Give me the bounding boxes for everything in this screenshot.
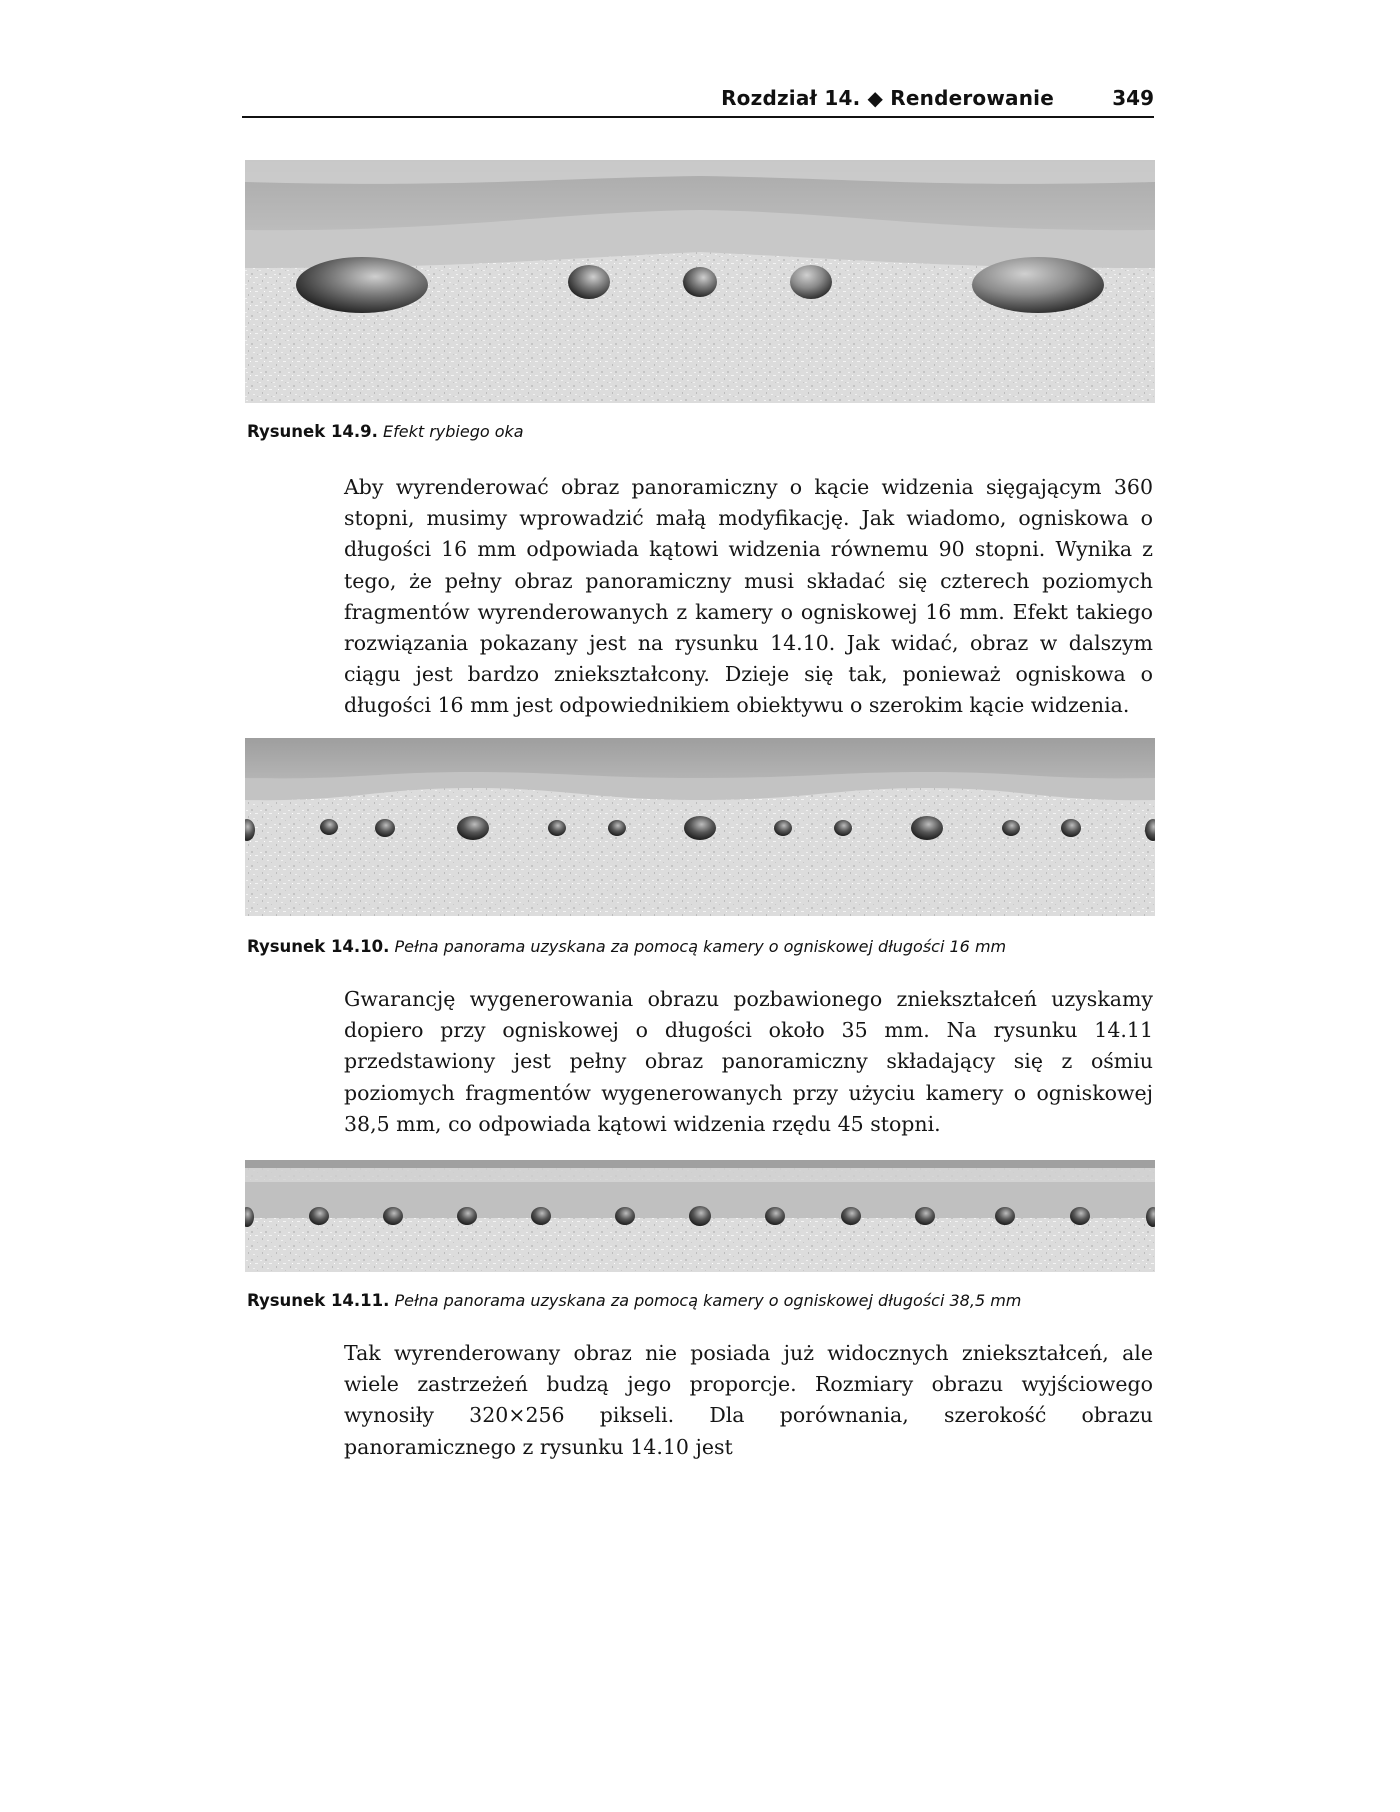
body-paragraph: Tak wyrenderowany obraz nie posiada już widocznych zniekształceń, ale wiele zastrzeżeń budzą jego proporcje. Rozmiary obrazu wyjściowego wynosiły 320×256 pikseli. Dla porównania, szerokość obrazu panoramicznego z rysunku 14.10 jest xyxy=(344,1341,1153,1459)
body-paragraph: Gwarancję wygenerowania obrazu pozbawionego zniekształceń uzyskamy dopiero przy ogniskowej o długości około 35 mm. Na rysunku 14.11 przedstawiony jest pełny obraz panoramiczny składający się z ośmiu poziomych fragmentów wygenerowanych przy użyciu kamery o ogniskowej 38,5 mm, co odpowiada kątowi widzenia rzędu 45 stopni. xyxy=(344,987,1153,1136)
body-paragraph: Aby wyrenderować obraz panoramiczny o kącie widzenia sięgającym 360 stopni, musimy wprowadzić małą modyfikację. Jak wiadomo, ogniskowa o długości 16 mm odpowiada kątowi widzenia równemu 90 stopni. Wynika z tego, że pełny obraz panoramiczny musi składać się czterech poziomych fragmentów wyrenderowanych z kamery o ogniskowej 16 mm. Efekt takiego rozwiązania pokazany jest na rysunku 14.10. Jak widać, obraz w dalszym ciągu jest bardzo zniekształcony. Dzieje się tak, ponieważ ogniskowa o długości 16 mm jest odpowiednikiem obiektywu o szerokim kącie widzenia. xyxy=(344,475,1153,718)
chapter-title: Rozdział 14. ◆ Renderowanie xyxy=(721,86,1054,110)
figure-caption-text: Efekt rybiego oka xyxy=(383,422,524,441)
sphere-mark xyxy=(790,265,832,299)
figure-fisheye-image xyxy=(245,160,1155,403)
sphere-mark xyxy=(683,267,717,297)
page-number: 349 xyxy=(1112,86,1154,110)
figure-caption xyxy=(247,422,524,441)
sphere-mark xyxy=(972,257,1104,313)
figure-panorama-38mm xyxy=(245,1160,1155,1272)
panorama-38mm-render xyxy=(245,1160,1155,1272)
sphere-mark xyxy=(296,257,428,313)
figure-caption xyxy=(247,1291,1021,1310)
figure-label: Rysunek 14.10. xyxy=(247,937,390,956)
fisheye-render xyxy=(245,160,1155,403)
figure-caption-text: Pełna panorama uzyskana za pomocą kamery o ogniskowej długości 16 mm xyxy=(394,937,1007,956)
panorama-16mm-render xyxy=(245,738,1155,916)
figure-label: Rysunek 14.11. xyxy=(247,1291,390,1310)
figure-caption-text: Pełna panorama uzyskana za pomocą kamery o ogniskowej długości 38,5 mm xyxy=(394,1291,1022,1310)
running-header xyxy=(242,86,1154,118)
figure-label: Rysunek 14.9. xyxy=(247,422,378,441)
figure-caption xyxy=(247,937,1006,956)
figure-panorama-16mm xyxy=(245,738,1155,916)
sphere-mark xyxy=(568,265,610,299)
